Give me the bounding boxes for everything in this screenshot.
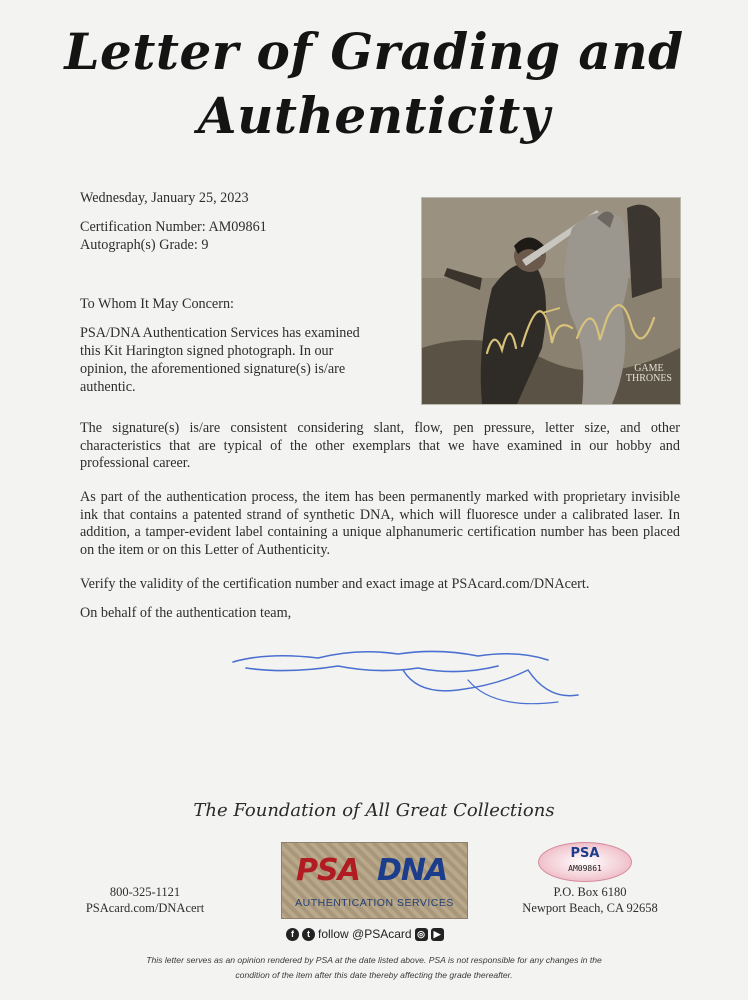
social-follow[interactable] bbox=[286, 926, 444, 942]
authenticator-signature bbox=[228, 640, 588, 710]
paragraph-3: As part of the authentication process, the item has been permanently marked with proprietary invisible ink that contains a patented strand of synthetic DNA, which will fluoresce under a calibrated laser. In addition, a tamper-evident label containing a unique alphanumeric certification number has been placed on the item or on this Letter of Authenticity. bbox=[80, 489, 680, 558]
photo-watermark-line1: GAME bbox=[634, 363, 664, 374]
paragraph-4: Verify the validity of the certification number and exact image at PSAcard.com/DNAcert. bbox=[80, 576, 590, 592]
contact-website[interactable]: PSAcard.com/DNAcert bbox=[85, 901, 205, 915]
footer-tagline: The Foundation of All Great Collections bbox=[193, 800, 555, 821]
psa-label-brand: PSA bbox=[570, 846, 600, 861]
po-box: P.O. Box 6180 bbox=[553, 885, 627, 899]
contact-phone: 800-325-1121 bbox=[109, 885, 181, 899]
logo-subtitle: AUTHENTICATION SERVICES bbox=[295, 897, 454, 909]
letter-title-line1: Letter of Grading and bbox=[64, 22, 684, 81]
paragraph-1-line-4: authentic. bbox=[80, 379, 136, 395]
paragraph-2: The signature(s) is/are consistent considering slant, flow, pen pressure, letter size, and other characteristics that are typical of the other exemplars that we have examined in our hobby and professional career. bbox=[80, 420, 680, 471]
paragraph-1-line-3: opinion, the aforementioned signature(s) is/are bbox=[80, 361, 346, 377]
twitter-icon[interactable]: t bbox=[302, 928, 315, 941]
psa-cert-label bbox=[538, 842, 632, 882]
letter-title-line2: Authenticity bbox=[197, 86, 551, 145]
letter-date: Wednesday, January 25, 2023 bbox=[80, 190, 249, 206]
psa-dna-logo bbox=[281, 842, 468, 919]
salutation: To Whom It May Concern: bbox=[80, 296, 234, 312]
disclaimer-line-1: This letter serves as an opinion rendered by PSA at the date listed above. PSA is not responsible for any changes in the bbox=[146, 955, 602, 965]
city-address: Newport Beach, CA 92658 bbox=[522, 901, 658, 915]
certification-number: Certification Number: AM09861 bbox=[80, 219, 267, 235]
paragraph-5: On behalf of the authentication team, bbox=[80, 605, 292, 621]
paragraph-1-line-2: this Kit Harington signed photograph. In our bbox=[80, 343, 334, 359]
logo-psa-text: PSA bbox=[296, 853, 360, 888]
autograph-grade: Autograph(s) Grade: 9 bbox=[80, 237, 209, 253]
facebook-icon[interactable]: f bbox=[286, 928, 299, 941]
photo-watermark bbox=[626, 364, 672, 384]
signed-photograph bbox=[421, 197, 681, 405]
logo-dna-text: DNA bbox=[377, 853, 448, 888]
disclaimer bbox=[100, 953, 648, 983]
social-handle[interactable]: follow @PSAcard bbox=[318, 927, 412, 941]
photo-watermark-line2: THRONES bbox=[625, 373, 672, 384]
autograph-mark bbox=[482, 258, 662, 368]
psa-label-cert: AM09861 bbox=[568, 864, 602, 873]
youtube-icon[interactable]: ▶ bbox=[431, 928, 444, 941]
instagram-icon[interactable]: ◎ bbox=[415, 928, 428, 941]
paragraph-1-line-1: PSA/DNA Authentication Services has examined bbox=[80, 325, 360, 341]
disclaimer-line-2: condition of the item after this date thereby affecting the grade thereafter. bbox=[235, 970, 513, 980]
